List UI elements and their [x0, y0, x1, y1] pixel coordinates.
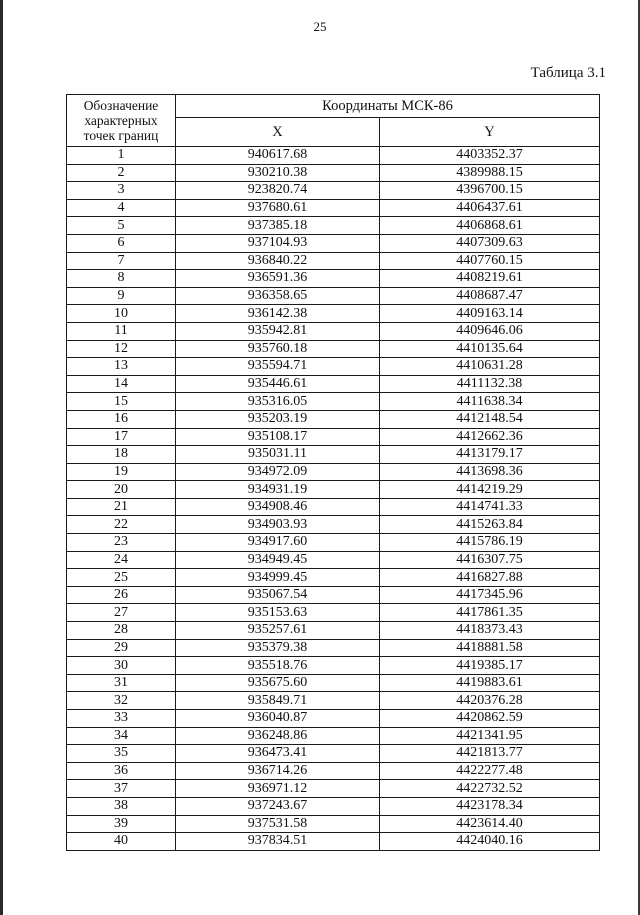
y-coordinate-cell: 4419883.61 [380, 674, 600, 692]
table-row [67, 833, 600, 851]
point-number-cell: 33 [67, 710, 176, 728]
table-row [67, 463, 600, 481]
x-coordinate-cell: 934972.09 [176, 463, 380, 481]
point-number-cell: 24 [67, 551, 176, 569]
y-coordinate-cell: 4412662.36 [380, 428, 600, 446]
point-number-cell: 39 [67, 815, 176, 833]
y-coordinate-cell: 4421341.95 [380, 727, 600, 745]
y-coordinate-cell: 4420862.59 [380, 710, 600, 728]
y-coordinate-cell: 4403352.37 [380, 147, 600, 165]
table-row [67, 393, 600, 411]
x-coordinate-cell: 934931.19 [176, 481, 380, 499]
point-number-cell: 27 [67, 604, 176, 622]
point-number-cell: 10 [67, 305, 176, 323]
table-row [67, 745, 600, 763]
x-coordinate-cell: 935031.11 [176, 446, 380, 464]
y-coordinate-cell: 4414741.33 [380, 498, 600, 516]
x-coordinate-cell: 934903.93 [176, 516, 380, 534]
table-row [67, 622, 600, 640]
point-number-cell: 34 [67, 727, 176, 745]
table-label: Таблица 3.1 [530, 65, 606, 81]
x-coordinate-cell: 935379.38 [176, 639, 380, 657]
x-coordinate-cell: 936591.36 [176, 270, 380, 288]
y-coordinate-cell: 4407760.15 [380, 252, 600, 270]
table-row [67, 270, 600, 288]
y-coordinate-cell: 4419385.17 [380, 657, 600, 675]
point-number-cell: 12 [67, 340, 176, 358]
point-number-cell: 9 [67, 287, 176, 305]
x-coordinate-cell: 936840.22 [176, 252, 380, 270]
x-coordinate-cell: 934908.46 [176, 498, 380, 516]
table-row [67, 375, 600, 393]
x-coordinate-cell: 935203.19 [176, 410, 380, 428]
x-coordinate-cell: 935594.71 [176, 358, 380, 376]
table-row [67, 762, 600, 780]
table-row [67, 797, 600, 815]
point-number-cell: 15 [67, 393, 176, 411]
table-header [67, 95, 600, 147]
point-number-cell: 4 [67, 199, 176, 217]
point-number-cell: 11 [67, 322, 176, 340]
x-coordinate-cell: 935518.76 [176, 657, 380, 675]
point-number-cell: 20 [67, 481, 176, 499]
point-number-cell: 8 [67, 270, 176, 288]
y-coordinate-cell: 4396700.15 [380, 182, 600, 200]
table-row [67, 586, 600, 604]
point-number-cell: 3 [67, 182, 176, 200]
table-row [67, 551, 600, 569]
point-number-cell: 31 [67, 674, 176, 692]
x-coordinate-cell: 935067.54 [176, 586, 380, 604]
table-row [67, 358, 600, 376]
point-number-cell: 2 [67, 164, 176, 182]
point-number-cell: 16 [67, 410, 176, 428]
x-coordinate-cell: 936358.65 [176, 287, 380, 305]
table-row [67, 252, 600, 270]
y-coordinate-cell: 4418373.43 [380, 622, 600, 640]
header-x: X [176, 118, 380, 147]
x-coordinate-cell: 936714.26 [176, 762, 380, 780]
y-coordinate-cell: 4410135.64 [380, 340, 600, 358]
x-coordinate-cell: 934917.60 [176, 534, 380, 552]
x-coordinate-cell: 935316.05 [176, 393, 380, 411]
point-number-cell: 22 [67, 516, 176, 534]
point-number-cell: 40 [67, 833, 176, 851]
x-coordinate-cell: 935108.17 [176, 428, 380, 446]
header-point-designation: Обозначение характерных точек границ [67, 95, 176, 147]
x-coordinate-cell: 936473.41 [176, 745, 380, 763]
table-row [67, 498, 600, 516]
table-row [67, 727, 600, 745]
point-number-cell: 38 [67, 797, 176, 815]
y-coordinate-cell: 4412148.54 [380, 410, 600, 428]
table-row [67, 217, 600, 235]
x-coordinate-cell: 935153.63 [176, 604, 380, 622]
header-y: Y [380, 118, 600, 147]
point-number-cell: 32 [67, 692, 176, 710]
table-row [67, 410, 600, 428]
point-number-cell: 21 [67, 498, 176, 516]
x-coordinate-cell: 937243.67 [176, 797, 380, 815]
x-coordinate-cell: 930210.38 [176, 164, 380, 182]
x-coordinate-cell: 936248.86 [176, 727, 380, 745]
x-coordinate-cell: 937104.93 [176, 234, 380, 252]
y-coordinate-cell: 4423178.34 [380, 797, 600, 815]
y-coordinate-cell: 4413179.17 [380, 446, 600, 464]
point-number-cell: 25 [67, 569, 176, 587]
x-coordinate-cell: 936971.12 [176, 780, 380, 798]
y-coordinate-cell: 4409646.06 [380, 322, 600, 340]
x-coordinate-cell: 936142.38 [176, 305, 380, 323]
table-row [67, 147, 600, 165]
table-row [67, 322, 600, 340]
y-coordinate-cell: 4416307.75 [380, 551, 600, 569]
y-coordinate-cell: 4421813.77 [380, 745, 600, 763]
table-row [67, 604, 600, 622]
x-coordinate-cell: 935942.81 [176, 322, 380, 340]
table-row [67, 340, 600, 358]
y-coordinate-cell: 4406868.61 [380, 217, 600, 235]
y-coordinate-cell: 4418881.58 [380, 639, 600, 657]
point-number-cell: 6 [67, 234, 176, 252]
y-coordinate-cell: 4417861.35 [380, 604, 600, 622]
table-row [67, 305, 600, 323]
table-row [67, 182, 600, 200]
point-number-cell: 35 [67, 745, 176, 763]
y-coordinate-cell: 4411638.34 [380, 393, 600, 411]
y-coordinate-cell: 4410631.28 [380, 358, 600, 376]
x-coordinate-cell: 937680.61 [176, 199, 380, 217]
x-coordinate-cell: 937385.18 [176, 217, 380, 235]
y-coordinate-cell: 4415263.84 [380, 516, 600, 534]
table-row [67, 815, 600, 833]
y-coordinate-cell: 4422277.48 [380, 762, 600, 780]
x-coordinate-cell: 934949.45 [176, 551, 380, 569]
y-coordinate-cell: 4409163.14 [380, 305, 600, 323]
point-number-cell: 37 [67, 780, 176, 798]
table-row [67, 534, 600, 552]
point-number-cell: 14 [67, 375, 176, 393]
table-row [67, 692, 600, 710]
point-number-cell: 7 [67, 252, 176, 270]
x-coordinate-cell: 935675.60 [176, 674, 380, 692]
point-number-cell: 5 [67, 217, 176, 235]
y-coordinate-cell: 4423614.40 [380, 815, 600, 833]
y-coordinate-cell: 4408219.61 [380, 270, 600, 288]
coordinates-table [66, 94, 600, 851]
table-row [67, 446, 600, 464]
y-coordinate-cell: 4424040.16 [380, 833, 600, 851]
header-coordinate-system: Координаты МСК-86 [176, 95, 600, 118]
x-coordinate-cell: 935849.71 [176, 692, 380, 710]
x-coordinate-cell: 937834.51 [176, 833, 380, 851]
table-row [67, 657, 600, 675]
y-coordinate-cell: 4406437.61 [380, 199, 600, 217]
point-number-cell: 26 [67, 586, 176, 604]
y-coordinate-cell: 4414219.29 [380, 481, 600, 499]
point-number-cell: 29 [67, 639, 176, 657]
x-coordinate-cell: 935760.18 [176, 340, 380, 358]
point-number-cell: 18 [67, 446, 176, 464]
y-coordinate-cell: 4407309.63 [380, 234, 600, 252]
x-coordinate-cell: 923820.74 [176, 182, 380, 200]
y-coordinate-cell: 4389988.15 [380, 164, 600, 182]
table-row [67, 710, 600, 728]
table-row [67, 639, 600, 657]
x-coordinate-cell: 940617.68 [176, 147, 380, 165]
y-coordinate-cell: 4420376.28 [380, 692, 600, 710]
y-coordinate-cell: 4416827.88 [380, 569, 600, 587]
table-row [67, 569, 600, 587]
point-number-cell: 28 [67, 622, 176, 640]
table-row [67, 481, 600, 499]
table-row [67, 199, 600, 217]
table-body [67, 147, 600, 851]
y-coordinate-cell: 4408687.47 [380, 287, 600, 305]
point-number-cell: 19 [67, 463, 176, 481]
point-number-cell: 13 [67, 358, 176, 376]
point-number-cell: 23 [67, 534, 176, 552]
table-row [67, 234, 600, 252]
table-row [67, 287, 600, 305]
point-number-cell: 36 [67, 762, 176, 780]
x-coordinate-cell: 937531.58 [176, 815, 380, 833]
y-coordinate-cell: 4413698.36 [380, 463, 600, 481]
table-row [67, 428, 600, 446]
table-row [67, 780, 600, 798]
page-number: 25 [313, 19, 327, 34]
point-number-cell: 1 [67, 147, 176, 165]
y-coordinate-cell: 4411132.38 [380, 375, 600, 393]
table-row [67, 516, 600, 534]
y-coordinate-cell: 4415786.19 [380, 534, 600, 552]
x-coordinate-cell: 935446.61 [176, 375, 380, 393]
x-coordinate-cell: 934999.45 [176, 569, 380, 587]
y-coordinate-cell: 4422732.52 [380, 780, 600, 798]
x-coordinate-cell: 936040.87 [176, 710, 380, 728]
table-row [67, 674, 600, 692]
x-coordinate-cell: 935257.61 [176, 622, 380, 640]
table-row [67, 164, 600, 182]
y-coordinate-cell: 4417345.96 [380, 586, 600, 604]
point-number-cell: 17 [67, 428, 176, 446]
scan-edge-left [0, 0, 3, 915]
point-number-cell: 30 [67, 657, 176, 675]
